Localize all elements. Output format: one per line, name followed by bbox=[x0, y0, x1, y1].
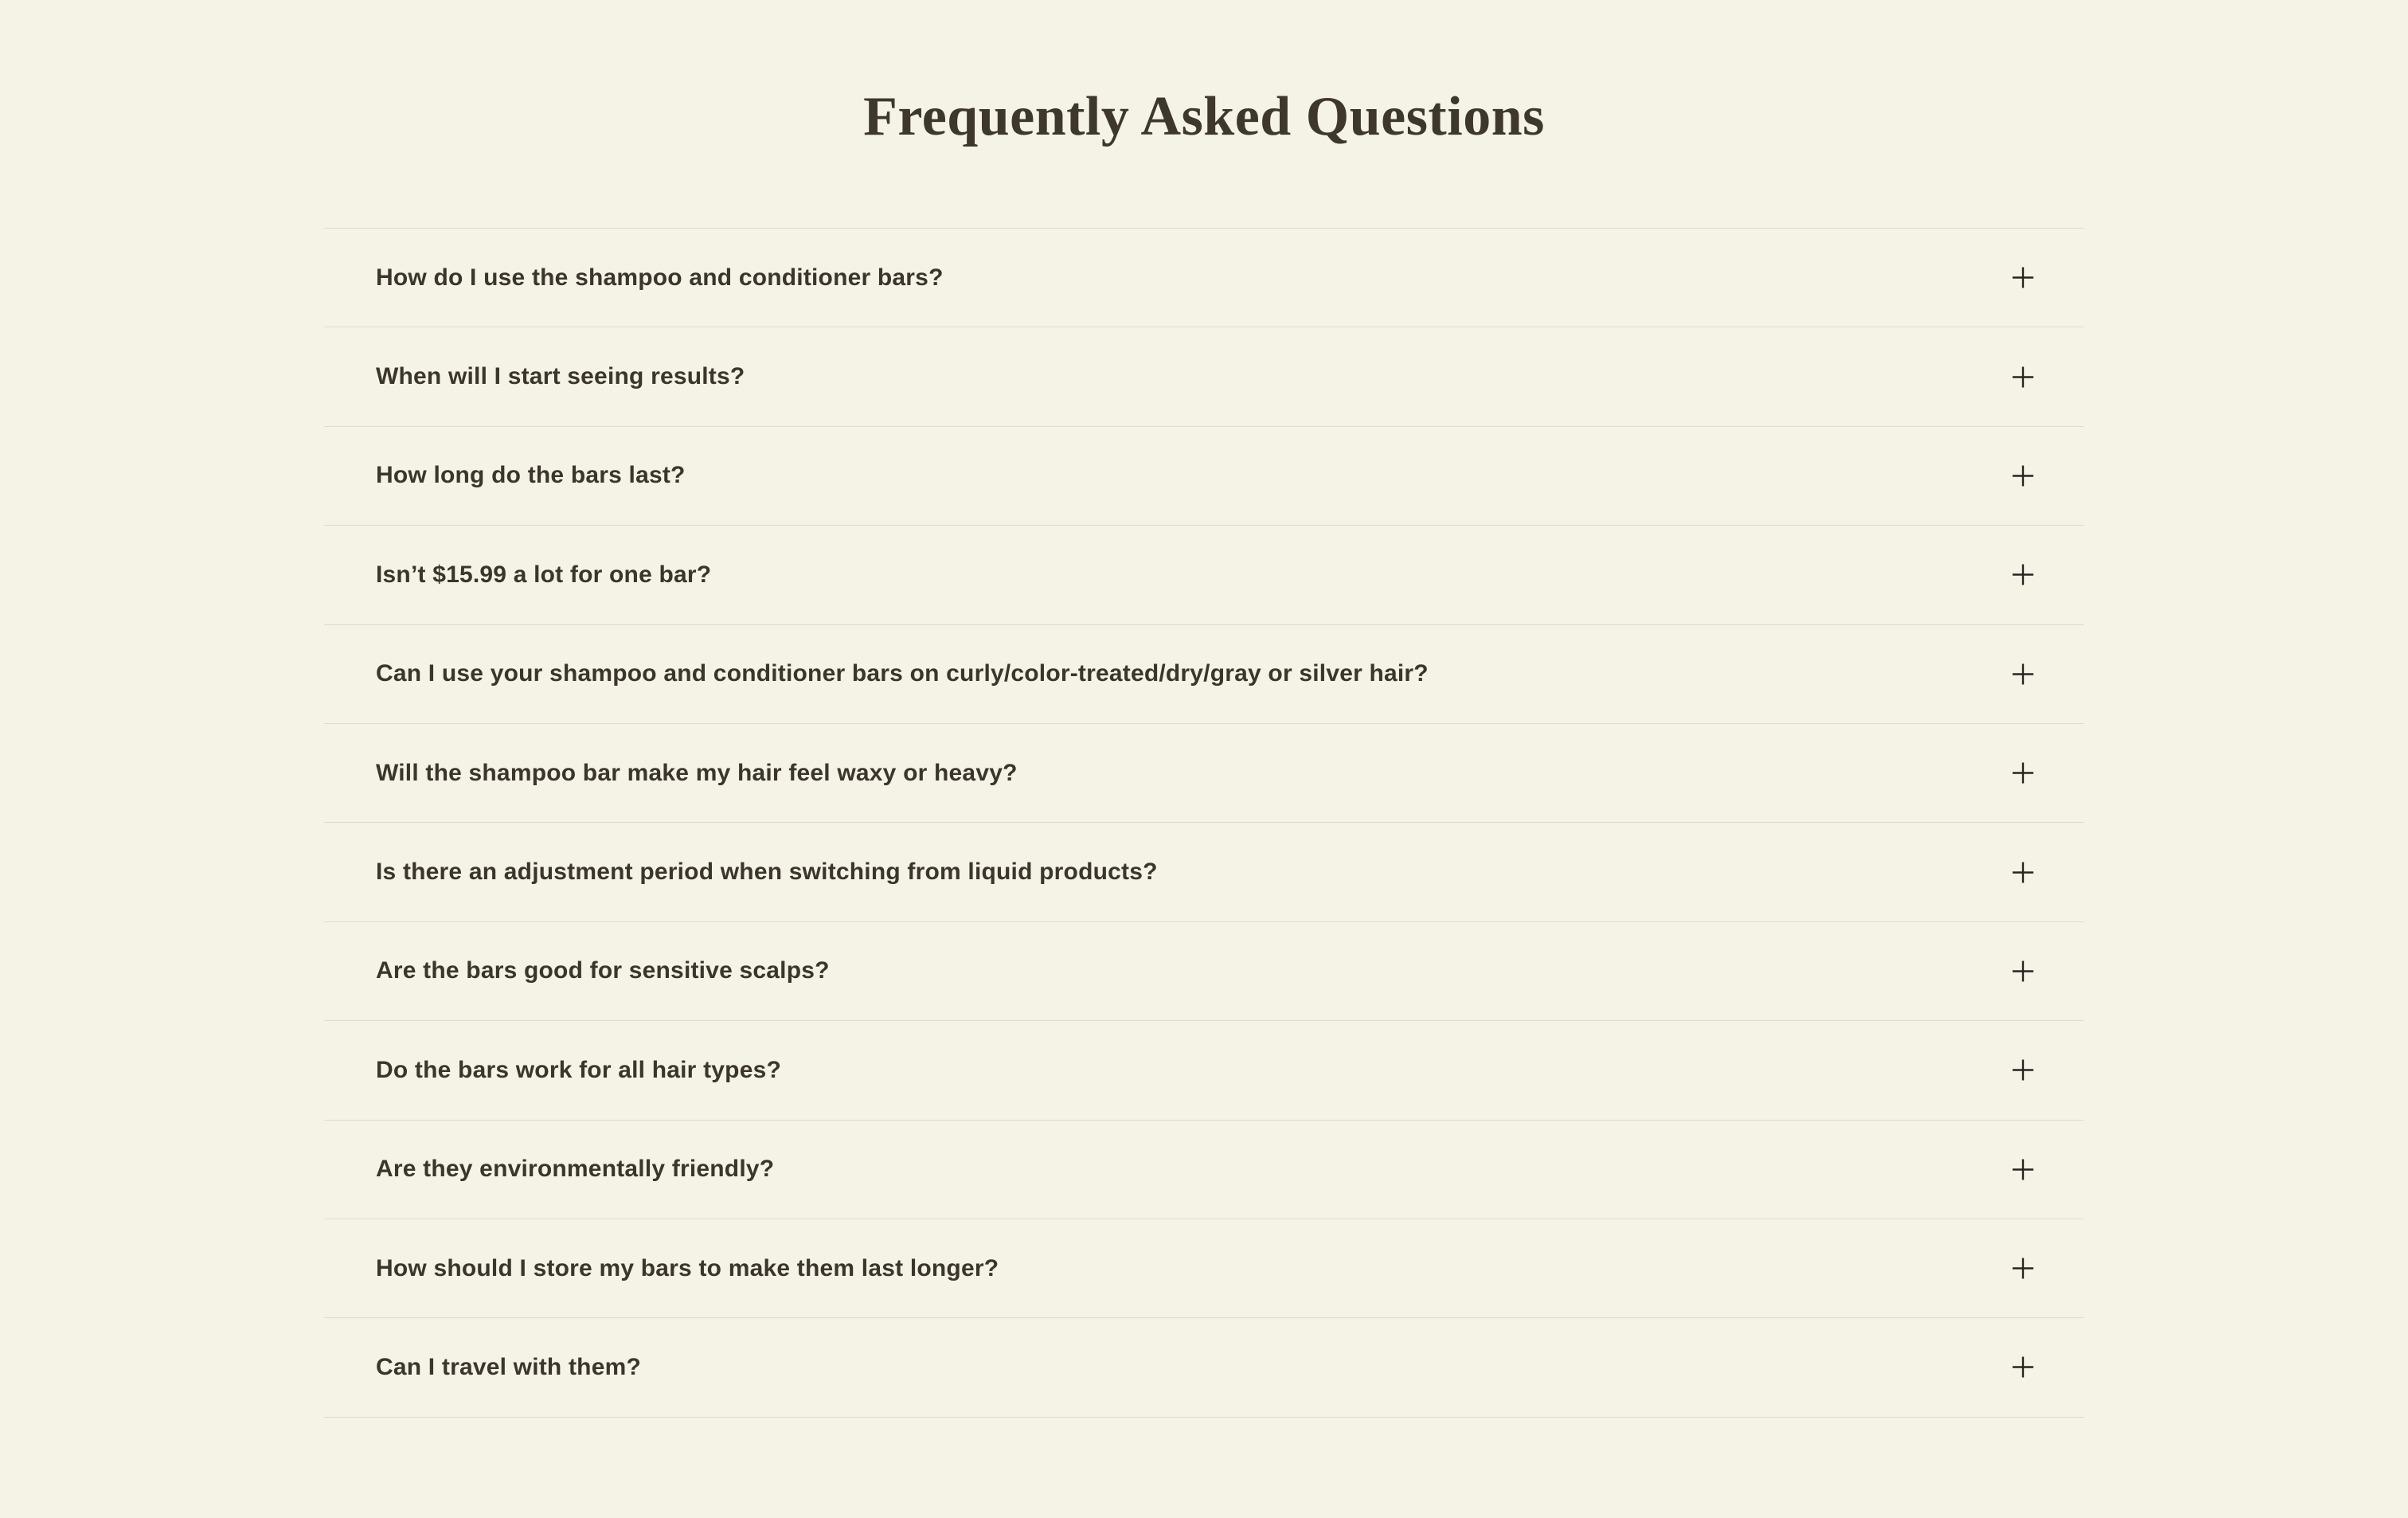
faq-item[interactable] bbox=[324, 228, 2084, 327]
plus-icon[interactable] bbox=[2012, 1258, 2034, 1279]
faq-list bbox=[324, 228, 2084, 1418]
plus-icon[interactable] bbox=[2012, 564, 2034, 585]
plus-icon[interactable] bbox=[2012, 1059, 2034, 1081]
faq-item[interactable] bbox=[324, 921, 2084, 1020]
faq-item[interactable] bbox=[324, 1219, 2084, 1317]
plus-icon[interactable] bbox=[2012, 1159, 2034, 1180]
plus-icon[interactable] bbox=[2012, 366, 2034, 388]
plus-icon[interactable] bbox=[2012, 960, 2034, 982]
page-title: Frequently Asked Questions bbox=[863, 86, 1545, 147]
faq-question: Isn’t $15.99 a lot for one bar? bbox=[376, 561, 712, 588]
plus-icon[interactable] bbox=[2012, 465, 2034, 487]
faq-item[interactable] bbox=[324, 327, 2084, 425]
faq-question: Can I use your shampoo and conditioner bars on curly/color-treated/dry/gray or silver hair? bbox=[376, 660, 1429, 687]
plus-icon[interactable] bbox=[2012, 663, 2034, 685]
faq-question: How long do the bars last? bbox=[376, 462, 686, 489]
faq-item[interactable] bbox=[324, 624, 2084, 723]
faq-question: How do I use the shampoo and conditioner bars? bbox=[376, 264, 944, 291]
faq-question: Do the bars work for all hair types? bbox=[376, 1056, 781, 1083]
faq-item[interactable] bbox=[324, 723, 2084, 822]
faq-question: Will the shampoo bar make my hair feel waxy or heavy? bbox=[376, 759, 1018, 786]
faq-item[interactable] bbox=[324, 1120, 2084, 1219]
plus-icon[interactable] bbox=[2012, 267, 2034, 288]
faq-question: Can I travel with them? bbox=[376, 1353, 641, 1380]
plus-icon[interactable] bbox=[2012, 762, 2034, 784]
faq-section bbox=[0, 84, 2408, 1518]
faq-question: How should I store my bars to make them last longer? bbox=[376, 1254, 999, 1281]
faq-question: Is there an adjustment period when switching from liquid products? bbox=[376, 859, 1158, 886]
faq-item[interactable] bbox=[324, 822, 2084, 921]
faq-question: When will I start seeing results? bbox=[376, 363, 745, 390]
plus-icon[interactable] bbox=[2012, 862, 2034, 883]
faq-item[interactable] bbox=[324, 525, 2084, 624]
faq-item[interactable] bbox=[324, 1317, 2084, 1416]
plus-icon[interactable] bbox=[2012, 1356, 2034, 1378]
faq-item[interactable] bbox=[324, 1020, 2084, 1119]
faq-question: Are the bars good for sensitive scalps? bbox=[376, 957, 830, 984]
faq-item[interactable] bbox=[324, 426, 2084, 525]
faq-question: Are they environmentally friendly? bbox=[376, 1156, 775, 1183]
